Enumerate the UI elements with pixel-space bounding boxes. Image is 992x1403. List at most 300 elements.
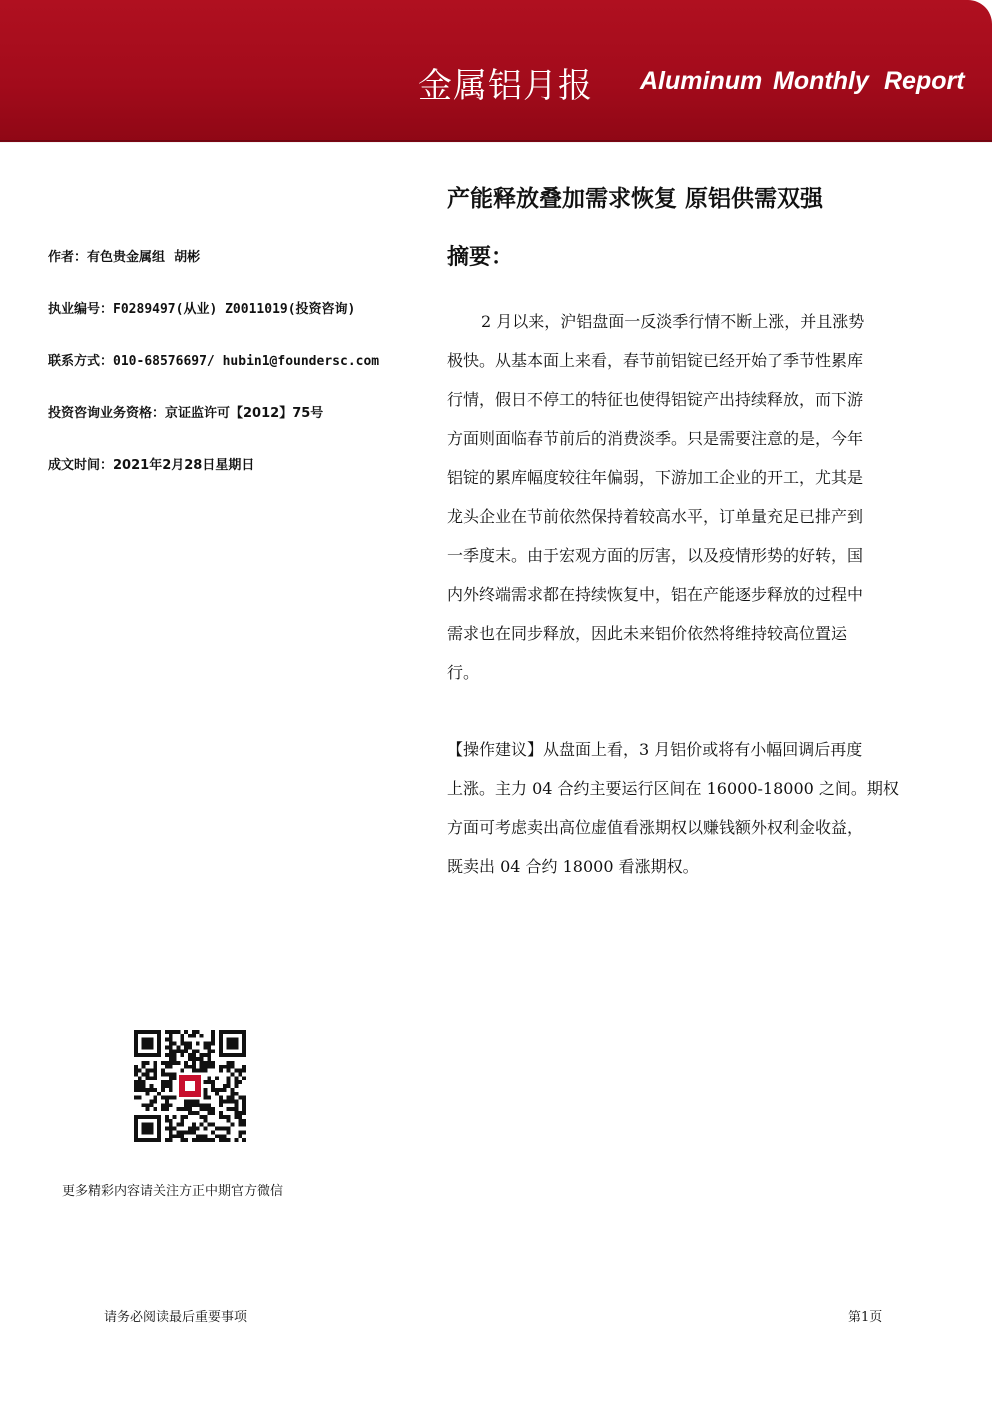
qr-module bbox=[192, 1030, 196, 1034]
meta-qualification-label: 投资咨询业务资格： bbox=[48, 406, 166, 421]
qr-module bbox=[238, 1111, 242, 1115]
advice-paragraph bbox=[447, 730, 907, 886]
qr-module bbox=[184, 1130, 188, 1134]
qr-module bbox=[207, 1080, 211, 1084]
qr-module bbox=[231, 1072, 235, 1076]
qr-module bbox=[138, 1076, 142, 1080]
qr-module bbox=[192, 1127, 196, 1131]
qr-module bbox=[161, 1088, 165, 1092]
qr-module bbox=[161, 1080, 165, 1084]
abstract-line: 行。 bbox=[447, 663, 480, 682]
qr-module bbox=[238, 1069, 242, 1073]
qr-module bbox=[196, 1042, 200, 1046]
qr-module bbox=[153, 1072, 157, 1076]
qr-module bbox=[173, 1061, 177, 1065]
qr-module bbox=[200, 1034, 204, 1038]
qr-module bbox=[211, 1034, 215, 1038]
qr-module bbox=[200, 1115, 204, 1119]
meta-contact-label: 联系方式： bbox=[48, 354, 114, 369]
qr-module bbox=[184, 1065, 188, 1069]
qr-module bbox=[173, 1076, 177, 1080]
qr-module bbox=[204, 1042, 208, 1046]
qr-module bbox=[227, 1096, 231, 1100]
qr-module bbox=[234, 1076, 238, 1080]
qr-module bbox=[169, 1034, 173, 1038]
qr-module bbox=[165, 1127, 169, 1131]
meta-license bbox=[48, 298, 355, 317]
qr-module bbox=[153, 1061, 157, 1065]
qr-module bbox=[165, 1061, 169, 1065]
qr-module bbox=[207, 1138, 211, 1142]
qr-module bbox=[157, 1092, 161, 1096]
qr-module bbox=[149, 1084, 153, 1088]
qr-module bbox=[234, 1100, 238, 1104]
qr-module bbox=[223, 1065, 227, 1069]
qr-module bbox=[176, 1030, 180, 1034]
qr-module bbox=[227, 1080, 231, 1084]
qr-module bbox=[134, 1069, 138, 1073]
meta-date-value: 2021年2月28日星期日 bbox=[113, 458, 255, 473]
qr-module bbox=[161, 1061, 165, 1065]
qr-module bbox=[192, 1138, 196, 1142]
qr-module bbox=[238, 1080, 242, 1084]
qr-module bbox=[180, 1138, 184, 1142]
qr-module bbox=[173, 1072, 177, 1076]
abstract-paragraph bbox=[447, 302, 907, 692]
qr-module bbox=[180, 1134, 184, 1138]
meta-date bbox=[48, 454, 254, 473]
qr-module bbox=[204, 1127, 208, 1131]
qr-module bbox=[184, 1115, 188, 1119]
qr-module bbox=[165, 1038, 169, 1042]
header-banner bbox=[0, 0, 992, 142]
qr-module bbox=[211, 1088, 215, 1092]
qr-module bbox=[204, 1080, 208, 1084]
qr-module bbox=[153, 1096, 157, 1100]
qr-module bbox=[149, 1103, 153, 1107]
qr-module bbox=[219, 1100, 223, 1104]
qr-finder-inner bbox=[142, 1038, 154, 1050]
qr-module bbox=[169, 1138, 173, 1142]
qr-module bbox=[192, 1111, 196, 1115]
qr-module bbox=[238, 1134, 242, 1138]
qr-module bbox=[146, 1069, 150, 1073]
qr-module bbox=[180, 1130, 184, 1134]
qr-module bbox=[165, 1045, 169, 1049]
qr-module bbox=[180, 1069, 184, 1073]
qr-module bbox=[227, 1084, 231, 1088]
qr-module bbox=[234, 1080, 238, 1084]
qr-module bbox=[196, 1103, 200, 1107]
qr-module bbox=[219, 1127, 223, 1131]
qr-module bbox=[204, 1115, 208, 1119]
abstract-line: 龙头企业在节前依然保持着较高水平，订单量充足已排产到 bbox=[447, 507, 864, 526]
qr-module bbox=[231, 1123, 235, 1127]
qr-module bbox=[200, 1061, 204, 1065]
advice-line: 上涨。主力 04 合约主要运行区间在 16000-18000 之间。期权 bbox=[447, 779, 899, 798]
qr-module bbox=[138, 1069, 142, 1073]
qr-module bbox=[211, 1111, 215, 1115]
qr-module bbox=[215, 1134, 219, 1138]
qr-module bbox=[161, 1103, 165, 1107]
qr-module bbox=[165, 1065, 169, 1069]
qr-module bbox=[161, 1069, 165, 1073]
qr-module bbox=[165, 1107, 169, 1111]
qr-module bbox=[223, 1138, 227, 1142]
qr-module bbox=[138, 1080, 142, 1084]
qr-module bbox=[211, 1038, 215, 1042]
qr-module bbox=[242, 1100, 246, 1104]
qr-module bbox=[146, 1061, 150, 1065]
meta-qualification bbox=[48, 402, 323, 421]
qr-module bbox=[207, 1042, 211, 1046]
report-title-en-word-1: Aluminum bbox=[640, 67, 763, 95]
qr-module bbox=[215, 1127, 219, 1131]
qr-module bbox=[207, 1053, 211, 1057]
qr-module bbox=[192, 1069, 196, 1073]
qr-module bbox=[169, 1076, 173, 1080]
qr-module bbox=[219, 1065, 223, 1069]
qr-module bbox=[149, 1100, 153, 1104]
qr-module bbox=[180, 1049, 184, 1053]
meta-contact bbox=[48, 350, 379, 369]
qr-module bbox=[192, 1057, 196, 1061]
qr-module bbox=[188, 1111, 192, 1115]
qr-module bbox=[204, 1069, 208, 1073]
qr-module bbox=[161, 1107, 165, 1111]
qr-module bbox=[234, 1092, 238, 1096]
qr-module bbox=[142, 1061, 146, 1065]
qr-module bbox=[153, 1069, 157, 1073]
qr-module bbox=[219, 1096, 223, 1100]
qr-module bbox=[231, 1092, 235, 1096]
qr-module bbox=[180, 1107, 184, 1111]
qr-module bbox=[231, 1107, 235, 1111]
qr-module bbox=[196, 1100, 200, 1104]
qr-module bbox=[142, 1080, 146, 1084]
qr-module bbox=[142, 1088, 146, 1092]
qr-module bbox=[180, 1115, 184, 1119]
qr-module bbox=[219, 1115, 223, 1119]
qr-module bbox=[207, 1076, 211, 1080]
qr-module bbox=[184, 1049, 188, 1053]
qr-module bbox=[165, 1084, 169, 1088]
qr-module bbox=[180, 1034, 184, 1038]
qr-module bbox=[173, 1053, 177, 1057]
abstract-line: 铝锭的累库幅度较往年偏弱，下游加工企业的开工，尤其是 bbox=[447, 468, 864, 487]
qr-module bbox=[231, 1065, 235, 1069]
qr-module bbox=[134, 1080, 138, 1084]
qr-module bbox=[196, 1138, 200, 1142]
qr-module bbox=[169, 1072, 173, 1076]
qr-module bbox=[180, 1119, 184, 1123]
qr-module bbox=[211, 1061, 215, 1065]
qr-module bbox=[242, 1069, 246, 1073]
qr-module bbox=[200, 1057, 204, 1061]
qr-module bbox=[223, 1115, 227, 1119]
qr-module bbox=[169, 1030, 173, 1034]
qr-module bbox=[180, 1038, 184, 1042]
qr-module bbox=[234, 1084, 238, 1088]
qr-module bbox=[192, 1034, 196, 1038]
qr-module bbox=[196, 1030, 200, 1034]
qr-module bbox=[204, 1134, 208, 1138]
qr-module bbox=[192, 1053, 196, 1057]
qr-module bbox=[238, 1119, 242, 1123]
qr-module bbox=[169, 1061, 173, 1065]
qr-module bbox=[173, 1127, 177, 1131]
qr-module bbox=[153, 1100, 157, 1104]
qr-module bbox=[200, 1134, 204, 1138]
qr-module bbox=[223, 1134, 227, 1138]
meta-contact-value: 010-68576697/ hubin1@foundersc.com bbox=[113, 354, 380, 369]
qr-module bbox=[165, 1030, 169, 1034]
qr-module bbox=[223, 1127, 227, 1131]
qr-finder-inner bbox=[142, 1123, 154, 1135]
qr-module bbox=[211, 1107, 215, 1111]
qr-module bbox=[204, 1138, 208, 1142]
qr-module bbox=[188, 1103, 192, 1107]
qr-module bbox=[192, 1061, 196, 1065]
meta-license-value: F0289497(从业) Z0011019(投资咨询) bbox=[113, 302, 356, 317]
qr-module bbox=[227, 1069, 231, 1073]
qr-caption: 更多精彩内容请关注方正中期官方微信 bbox=[62, 1184, 284, 1199]
meta-qualification-value: 京证监许可【2012】75号 bbox=[165, 406, 324, 421]
banner-shadow bbox=[0, 140, 992, 143]
qr-module bbox=[188, 1042, 192, 1046]
qr-module bbox=[215, 1076, 219, 1080]
qr-module bbox=[184, 1042, 188, 1046]
qr-module bbox=[204, 1119, 208, 1123]
qr-module bbox=[200, 1107, 204, 1111]
qr-module bbox=[211, 1084, 215, 1088]
qr-module bbox=[173, 1096, 177, 1100]
qr-module bbox=[200, 1138, 204, 1142]
abstract-line: 2 月以来，沪铝盘面一反淡季行情不断上涨，并且涨势 bbox=[481, 312, 865, 331]
qr-module bbox=[169, 1038, 173, 1042]
qr-module bbox=[196, 1134, 200, 1138]
qr-module bbox=[153, 1088, 157, 1092]
qr-module bbox=[227, 1115, 231, 1119]
qr-module bbox=[180, 1053, 184, 1057]
qr-module bbox=[242, 1119, 246, 1123]
qr-module bbox=[184, 1100, 188, 1104]
qr-module bbox=[196, 1127, 200, 1131]
qr-code-graphic bbox=[134, 1030, 246, 1142]
qr-module bbox=[227, 1061, 231, 1065]
qr-module bbox=[204, 1053, 208, 1057]
qr-module bbox=[149, 1088, 153, 1092]
qr-module bbox=[188, 1107, 192, 1111]
qr-finder-inner bbox=[227, 1038, 239, 1050]
qr-module bbox=[153, 1076, 157, 1080]
qr-module bbox=[161, 1072, 165, 1076]
qr-module bbox=[242, 1123, 246, 1127]
qr-module bbox=[165, 1115, 169, 1119]
qr-module bbox=[242, 1130, 246, 1134]
qr-module bbox=[242, 1096, 246, 1100]
qr-module bbox=[227, 1119, 231, 1123]
qr-module bbox=[134, 1096, 138, 1100]
qr-module bbox=[142, 1084, 146, 1088]
qr-module bbox=[169, 1127, 173, 1131]
qr-module bbox=[169, 1045, 173, 1049]
qr-module bbox=[204, 1107, 208, 1111]
qr-module bbox=[138, 1084, 142, 1088]
qr-module bbox=[211, 1049, 215, 1053]
qr-module bbox=[176, 1123, 180, 1127]
qr-module bbox=[184, 1103, 188, 1107]
qr-module bbox=[242, 1103, 246, 1107]
qr-module bbox=[165, 1053, 169, 1057]
qr-module bbox=[207, 1065, 211, 1069]
advice-line: 【操作建议】从盘面上看，3 月铝价或将有小幅回调后再度 bbox=[447, 740, 863, 759]
qr-module bbox=[180, 1042, 184, 1046]
qr-module bbox=[146, 1076, 150, 1080]
qr-module bbox=[242, 1138, 246, 1142]
qr-module bbox=[223, 1088, 227, 1092]
qr-module bbox=[173, 1057, 177, 1061]
qr-module bbox=[204, 1103, 208, 1107]
qr-module bbox=[207, 1096, 211, 1100]
qr-module bbox=[138, 1088, 142, 1092]
qr-module bbox=[207, 1061, 211, 1065]
qr-module bbox=[234, 1138, 238, 1142]
qr-module bbox=[169, 1065, 173, 1069]
abstract-line: 一季度末。由于宏观方面的厉害，以及疫情形势的好转，国 bbox=[447, 546, 864, 565]
qr-module bbox=[165, 1080, 169, 1084]
qr-module bbox=[176, 1130, 180, 1134]
qr-module bbox=[215, 1088, 219, 1092]
qr-module bbox=[176, 1107, 180, 1111]
qr-module bbox=[238, 1115, 242, 1119]
qr-module bbox=[146, 1072, 150, 1076]
qr-module bbox=[142, 1072, 146, 1076]
abstract-heading: 摘要： bbox=[447, 245, 514, 270]
qr-module bbox=[161, 1096, 165, 1100]
qr-module bbox=[231, 1096, 235, 1100]
qr-module bbox=[188, 1034, 192, 1038]
qr-module bbox=[165, 1096, 169, 1100]
qr-module bbox=[234, 1103, 238, 1107]
qr-module bbox=[204, 1092, 208, 1096]
qr-module bbox=[204, 1045, 208, 1049]
qr-module bbox=[207, 1123, 211, 1127]
qr-module bbox=[142, 1065, 146, 1069]
qr-module bbox=[188, 1065, 192, 1069]
qr-module bbox=[211, 1030, 215, 1034]
qr-module bbox=[242, 1065, 246, 1069]
qr-module bbox=[153, 1107, 157, 1111]
qr-module bbox=[211, 1123, 215, 1127]
qr-module bbox=[180, 1123, 184, 1127]
article-title: 产能释放叠加需求恢复 原铝供需双强 bbox=[447, 186, 824, 212]
meta-author bbox=[48, 246, 200, 265]
qr-module bbox=[234, 1111, 238, 1115]
qr-module bbox=[184, 1061, 188, 1065]
qr-module bbox=[173, 1030, 177, 1034]
qr-module bbox=[169, 1084, 173, 1088]
qr-module bbox=[211, 1138, 215, 1142]
qr-module bbox=[146, 1088, 150, 1092]
qr-module bbox=[196, 1111, 200, 1115]
report-title-cn: 金属铝月报 bbox=[418, 66, 593, 106]
qr-module bbox=[192, 1130, 196, 1134]
qr-module bbox=[200, 1123, 204, 1127]
qr-module bbox=[211, 1080, 215, 1084]
qr-module bbox=[242, 1111, 246, 1115]
qr-module bbox=[207, 1045, 211, 1049]
qr-module bbox=[200, 1065, 204, 1069]
qr-module bbox=[219, 1088, 223, 1092]
qr-module bbox=[153, 1065, 157, 1069]
qr-module bbox=[176, 1134, 180, 1138]
qr-module bbox=[192, 1049, 196, 1053]
advice-line: 方面可考虑卖出高位虚值看涨期权以赚钱额外权利金收益， bbox=[447, 818, 864, 837]
qr-module bbox=[219, 1069, 223, 1073]
qr-module bbox=[173, 1115, 177, 1119]
qr-module bbox=[161, 1084, 165, 1088]
qr-module bbox=[192, 1065, 196, 1069]
qr-module bbox=[169, 1088, 173, 1092]
meta-date-label: 成文时间： bbox=[48, 458, 114, 473]
qr-module bbox=[146, 1103, 150, 1107]
qr-module bbox=[227, 1107, 231, 1111]
qr-module bbox=[231, 1100, 235, 1104]
qr-module bbox=[165, 1100, 169, 1104]
qr-module bbox=[134, 1088, 138, 1092]
qr-module bbox=[149, 1076, 153, 1080]
qr-module bbox=[134, 1072, 138, 1076]
abstract-line: 需求也在同步释放，因此未来铝价依然将维持较高位置运 bbox=[447, 624, 848, 643]
qr-module bbox=[196, 1057, 200, 1061]
qr-module bbox=[134, 1065, 138, 1069]
qr-module bbox=[188, 1045, 192, 1049]
qr-module bbox=[169, 1119, 173, 1123]
qr-module bbox=[196, 1049, 200, 1053]
qr-module bbox=[176, 1045, 180, 1049]
qr-module bbox=[231, 1061, 235, 1065]
qr-module bbox=[223, 1084, 227, 1088]
report-title-en-word-2: Monthly bbox=[773, 67, 869, 95]
qr-module bbox=[227, 1065, 231, 1069]
qr-module bbox=[176, 1061, 180, 1065]
qr-module bbox=[192, 1103, 196, 1107]
abstract-line: 极快。从基本面上来看，春节前铝锭已经开始了季节性累库 bbox=[447, 351, 864, 370]
qr-module bbox=[211, 1065, 215, 1069]
qr-module bbox=[188, 1057, 192, 1061]
qr-module bbox=[169, 1049, 173, 1053]
qr-module bbox=[192, 1100, 196, 1104]
qr-module bbox=[149, 1069, 153, 1073]
qr-module bbox=[227, 1138, 231, 1142]
qr-module bbox=[215, 1092, 219, 1096]
qr-module bbox=[219, 1103, 223, 1107]
advice-line: 既卖出 04 合约 18000 看涨期权。 bbox=[447, 857, 699, 876]
qr-module bbox=[238, 1123, 242, 1127]
qr-module bbox=[169, 1053, 173, 1057]
qr-module bbox=[169, 1080, 173, 1084]
qr-module bbox=[234, 1107, 238, 1111]
page-number: 第1页 bbox=[848, 1310, 883, 1325]
qr-module bbox=[188, 1053, 192, 1057]
qr-module bbox=[242, 1076, 246, 1080]
wechat-qr-code bbox=[134, 1030, 246, 1142]
qr-module bbox=[184, 1030, 188, 1034]
qr-module bbox=[134, 1084, 138, 1088]
abstract-line: 方面则面临春节前后的消费淡季。只是需要注意的是，今年 bbox=[447, 429, 864, 448]
qr-logo-mark bbox=[185, 1081, 195, 1091]
